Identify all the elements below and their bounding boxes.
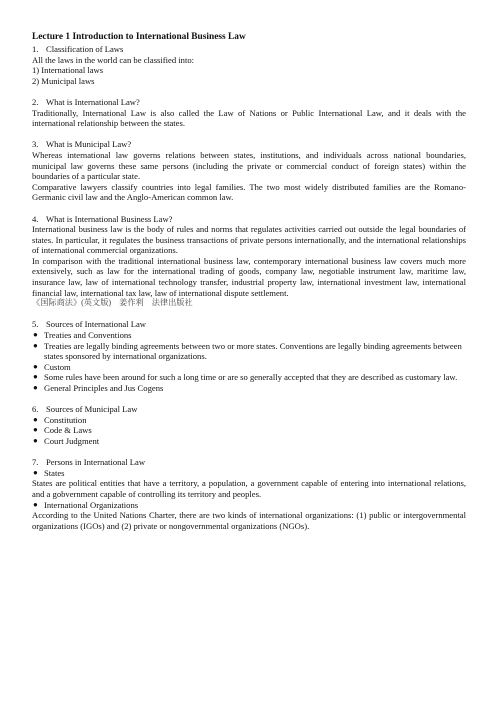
list-item: 1) International laws (32, 65, 104, 76)
section-number: 3. (32, 139, 39, 150)
reference-publisher: 法律出版社 (151, 298, 193, 308)
bullet-text: States (44, 467, 65, 478)
bullet-item (32, 372, 466, 383)
paragraph: Comparative lawyers classify countries into legal families. The two most widely distributed families are the Romano-Germanic civil law and the Anglo-American common law. (32, 181, 466, 203)
bullet-dot-icon: ● (33, 425, 38, 435)
section-heading-text: Sources of Municipal Law (46, 404, 138, 415)
bullet-list (32, 415, 466, 447)
bullet-text: Code & Laws (44, 425, 92, 436)
bullet-dot-icon: ● (33, 467, 38, 477)
section-heading (32, 457, 466, 468)
bullet-item (32, 362, 466, 373)
bullet-list (32, 500, 466, 511)
bullet-item (32, 383, 466, 394)
spacer (32, 129, 466, 140)
section-heading-text: What is International Law? (46, 96, 140, 107)
section-heading (32, 404, 466, 415)
bullet-item (32, 330, 466, 341)
reference-author: 姜作利 (119, 298, 144, 308)
section-municipal-law (32, 139, 466, 203)
section-heading (32, 139, 466, 150)
bullet-dot-icon: ● (33, 330, 38, 340)
bullet-dot-icon: ● (33, 361, 38, 371)
bullet-dot-icon: ● (33, 435, 38, 445)
paragraph: According to the United Nations Charter, there are two kinds of international organizations: (1) public or intergovernmental organizations (IGOs) and (2) private or nongovernmental organizations (NGOs). (32, 510, 466, 531)
document-page (32, 31, 466, 531)
section-heading (32, 319, 466, 330)
bullet-item (32, 468, 466, 479)
bullet-text: General Principles and Jus Cogens (44, 383, 164, 393)
section-heading (32, 97, 466, 108)
section-heading-text: What is Municipal Law? (46, 139, 132, 150)
section-classification (32, 44, 466, 86)
spacer (32, 203, 466, 214)
section-international-business-law (32, 214, 466, 309)
section-number: 6. (32, 404, 39, 415)
spacer (32, 309, 466, 320)
reference-book: 《国际商法》(英文版) (32, 298, 112, 308)
bullet-item (32, 425, 466, 436)
lecture-title: Lecture 1 Introduction to International Business Law (32, 32, 246, 42)
bullet-dot-icon: ● (33, 414, 38, 424)
section-heading (32, 44, 466, 55)
section-sources-international-law (32, 319, 466, 393)
paragraph: States are political entities that have a territory, a population, a government capable of entering into international relations, and a gobvernment capable of controlling its territory and peoples. (32, 478, 466, 499)
section-number: 1. (32, 44, 39, 54)
section-number: 4. (32, 213, 39, 224)
bullet-text: Custom (44, 361, 71, 372)
spacer (32, 86, 466, 97)
list-item: 2) Municipal laws (32, 75, 95, 86)
section-number: 2. (32, 96, 39, 107)
section-sources-municipal-law (32, 404, 466, 446)
bullet-item (32, 341, 466, 362)
bullet-text: Court Judgment (44, 435, 100, 446)
section-number: 7. (32, 457, 39, 468)
paragraph: Whereas international law governs relations between states, institutions, and individuals across national boundaries, municipal law governs these same persons (including the private or commercial conduct of foreign states) within the boundaries of a particular state. (32, 149, 466, 182)
bullet-text: International Organizations (44, 499, 139, 510)
section-persons-international-law (32, 457, 466, 531)
paragraph: Traditionally, International Law is also called the Law of Nations or Public International Law, and it deals with the international relationship between the states. (32, 107, 466, 129)
bullet-text: Some rules have been around for such a long time or are so generally accepted that they are described as customary law. (44, 372, 458, 383)
bullet-text: Treaties are legally binding agreements between two or more states. Conventions are legally binding agreements between states sponsored by international organizations. (44, 340, 462, 362)
bullet-dot-icon: ● (33, 499, 38, 509)
bullet-dot-icon: ● (33, 340, 38, 350)
paragraph: International business law is the body of rules and norms that regulates activities carried out outside the legal boundaries of states. In particular, it regulates the business transactions of private persons internationally, and the international relationships of international commercial organizations. (32, 224, 466, 256)
section-number: 5. (32, 319, 39, 330)
reference-note (32, 298, 466, 309)
paragraph: In comparison with the traditional international business law, contemporary international business law covers much more extensively, such as law for the international trading of goods, company law, negotiable instrument law, maritime law, insurance law, law of international technology transfer, industrial property law, international investment law, international financial law, international tax law, law of international dispute settlement. (32, 255, 466, 298)
bullet-item (32, 415, 466, 426)
paragraph: All the laws in the world can be classified into: (32, 54, 195, 65)
bullet-list (32, 330, 466, 394)
spacer (32, 447, 466, 458)
bullet-text: Treaties and Conventions (44, 330, 132, 341)
bullet-dot-icon: ● (33, 383, 38, 392)
bullet-dot-icon: ● (33, 372, 38, 382)
section-international-law (32, 97, 466, 129)
section-heading-text: Persons in International Law (46, 457, 146, 468)
bullet-item (32, 500, 466, 511)
bullet-text: Constitution (44, 414, 87, 425)
bullet-list (32, 468, 466, 479)
spacer (32, 394, 466, 405)
section-heading-text: What is International Business Law? (46, 213, 173, 224)
section-heading-text: Classification of Laws (46, 44, 124, 54)
section-heading (32, 214, 466, 225)
bullet-item (32, 436, 466, 447)
section-heading-text: Sources of International Law (46, 319, 146, 330)
